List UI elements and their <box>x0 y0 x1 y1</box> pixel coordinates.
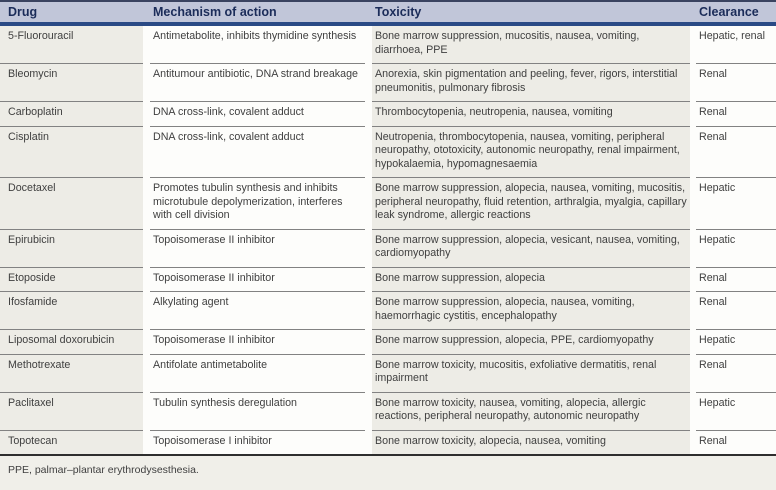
mechanism-text: Antitumour antibiotic, DNA strand breakage <box>153 68 358 80</box>
cell-mechanism <box>150 177 365 229</box>
drug-name: 5-Fluorouracil <box>8 30 74 42</box>
col-header-toxicity: Toxicity <box>375 5 422 19</box>
cell-clearance <box>696 126 776 178</box>
cell-mechanism <box>150 126 365 178</box>
mechanism-text: Alkylating agent <box>153 296 229 308</box>
table-row <box>0 26 776 63</box>
column-gutter <box>365 392 372 430</box>
cell-drug <box>0 101 143 126</box>
cell-drug <box>0 354 143 392</box>
column-gutter <box>143 229 150 267</box>
toxicity-text: Bone marrow suppression, mucositis, nausea, vomiting, diarrhoea, PPE <box>375 30 640 56</box>
mechanism-text: Topoisomerase II inhibitor <box>153 271 275 284</box>
clearance-text: Renal <box>699 68 727 80</box>
column-gutter <box>365 354 372 392</box>
table-row <box>0 430 776 455</box>
col-header-mechanism: Mechanism of action <box>153 5 277 19</box>
column-gutter <box>365 126 372 178</box>
cell-toxicity <box>372 26 690 63</box>
clearance-text: Hepatic <box>699 334 736 346</box>
clearance-text: Renal <box>699 106 727 118</box>
table-body <box>0 26 776 454</box>
toxicity-text: Bone marrow toxicity, alopecia, nausea, vomiting <box>375 434 606 447</box>
mechanism-text: Topoisomerase II inhibitor <box>153 334 275 346</box>
column-gutter <box>365 63 372 101</box>
cell-mechanism <box>150 329 365 354</box>
cell-mechanism <box>150 291 365 329</box>
drug-name: Docetaxel <box>8 182 56 194</box>
clearance-text: Renal <box>699 434 727 447</box>
cell-drug <box>0 430 143 455</box>
drug-name: Cisplatin <box>8 130 49 143</box>
mechanism-text: Topoisomerase I inhibitor <box>153 434 272 447</box>
cell-drug <box>0 126 143 178</box>
column-gutter <box>365 26 372 63</box>
cell-drug <box>0 329 143 354</box>
cell-clearance <box>696 267 776 292</box>
toxicity-text: Neutropenia, thrombocytopenia, nausea, vomiting, peripheral neuropathy, ototoxicity, autonomic neuropathy, renal impairment, hypokalaemia, hypomagnesaemia <box>375 130 680 170</box>
cell-toxicity <box>372 229 690 267</box>
column-gutter <box>143 329 150 354</box>
cell-mechanism <box>150 63 365 101</box>
footnote: PPE, palmar–plantar erythrodysesthesia. <box>8 464 199 476</box>
toxicity-text: Bone marrow suppression, alopecia, PPE, cardiomyopathy <box>375 334 654 346</box>
cell-clearance <box>696 101 776 126</box>
column-gutter <box>143 177 150 229</box>
column-gutter <box>143 430 150 455</box>
toxicity-text: Bone marrow toxicity, nausea, vomiting, alopecia, allergic reactions, peripheral neuropathy, autonomic neuropathy <box>375 396 646 422</box>
cell-clearance <box>696 229 776 267</box>
column-gutter <box>365 329 372 354</box>
cell-toxicity <box>372 291 690 329</box>
clearance-text: Renal <box>699 296 727 308</box>
mechanism-text: Promotes tubulin synthesis and inhibits microtubule depolymerization, interferes with cell division <box>153 182 343 221</box>
cell-toxicity <box>372 126 690 178</box>
table-row <box>0 229 776 267</box>
clearance-text: Renal <box>699 358 727 371</box>
cell-drug <box>0 177 143 229</box>
drug-name: Bleomycin <box>8 68 58 80</box>
cell-clearance <box>696 291 776 329</box>
column-gutter <box>143 126 150 178</box>
clearance-text: Hepatic, renal <box>699 30 765 42</box>
toxicity-text: Bone marrow suppression, alopecia <box>375 271 545 284</box>
drug-name: Liposomal doxorubicin <box>8 334 115 346</box>
column-gutter <box>143 267 150 292</box>
table-row <box>0 267 776 292</box>
toxicity-text: Bone marrow toxicity, mucositis, exfoliative dermatitis, renal impairment <box>375 358 657 384</box>
cell-toxicity <box>372 101 690 126</box>
drug-name: Topotecan <box>8 434 58 447</box>
cell-toxicity <box>372 392 690 430</box>
column-gutter <box>365 267 372 292</box>
mechanism-text: Topoisomerase II inhibitor <box>153 233 275 246</box>
drug-name: Etoposide <box>8 271 56 284</box>
cell-toxicity <box>372 329 690 354</box>
mechanism-text: Tubulin synthesis deregulation <box>153 396 297 409</box>
mechanism-text: Antifolate antimetabolite <box>153 358 268 371</box>
clearance-text: Renal <box>699 130 727 143</box>
column-gutter <box>143 354 150 392</box>
toxicity-text: Bone marrow suppression, alopecia, nausea, vomiting, haemorrhagic cystitis, encephalopathy <box>375 296 635 322</box>
column-gutter <box>365 291 372 329</box>
mechanism-text: DNA cross-link, covalent adduct <box>153 106 304 118</box>
column-gutter <box>143 291 150 329</box>
mechanism-text: Antimetabolite, inhibits thymidine synthesis <box>153 30 357 42</box>
cell-toxicity <box>372 354 690 392</box>
cell-clearance <box>696 354 776 392</box>
table-header <box>0 2 776 22</box>
cell-drug <box>0 267 143 292</box>
column-gutter <box>143 63 150 101</box>
toxicity-text: Bone marrow suppression, alopecia, nausea, vomiting, mucositis, peripheral neuropathy, fluid retention, arthralgia, myalgia, capillary leak syndrome, allergic reactions <box>375 182 687 221</box>
cell-clearance <box>696 430 776 455</box>
cell-toxicity <box>372 430 690 455</box>
drug-name: Methotrexate <box>8 358 71 371</box>
table-row <box>0 354 776 392</box>
drug-name: Ifosfamide <box>8 296 58 308</box>
cell-mechanism <box>150 26 365 63</box>
cell-drug <box>0 63 143 101</box>
clearance-text: Hepatic <box>699 396 736 409</box>
mechanism-text: DNA cross-link, covalent adduct <box>153 130 304 143</box>
drug-name: Paclitaxel <box>8 396 54 409</box>
table-row <box>0 63 776 101</box>
cell-mechanism <box>150 354 365 392</box>
table-row <box>0 101 776 126</box>
cell-mechanism <box>150 430 365 455</box>
table-row <box>0 329 776 354</box>
column-gutter <box>365 430 372 455</box>
cell-toxicity <box>372 267 690 292</box>
cell-drug <box>0 229 143 267</box>
cell-toxicity <box>372 63 690 101</box>
cell-clearance <box>696 392 776 430</box>
column-gutter <box>365 229 372 267</box>
clearance-text: Renal <box>699 271 727 284</box>
cell-clearance <box>696 177 776 229</box>
column-gutter <box>143 101 150 126</box>
cell-clearance <box>696 329 776 354</box>
clearance-text: Hepatic <box>699 182 736 194</box>
cell-drug <box>0 26 143 63</box>
cell-mechanism <box>150 267 365 292</box>
cell-drug <box>0 291 143 329</box>
column-gutter <box>365 101 372 126</box>
toxicity-text: Bone marrow suppression, alopecia, vesicant, nausea, vomiting, cardiomyopathy <box>375 233 680 259</box>
col-header-clearance: Clearance <box>699 5 759 19</box>
cell-mechanism <box>150 392 365 430</box>
table-row <box>0 126 776 178</box>
cell-drug <box>0 392 143 430</box>
col-header-drug: Drug <box>8 5 38 19</box>
column-gutter <box>143 392 150 430</box>
drug-name: Carboplatin <box>8 106 63 118</box>
drug-name: Epirubicin <box>8 233 55 246</box>
toxicity-text: Thrombocytopenia, neutropenia, nausea, vomiting <box>375 106 613 118</box>
cell-mechanism <box>150 229 365 267</box>
column-gutter <box>143 26 150 63</box>
table-row <box>0 291 776 329</box>
cell-clearance <box>696 63 776 101</box>
clearance-text: Hepatic <box>699 233 736 246</box>
cell-clearance <box>696 26 776 63</box>
toxicity-text: Anorexia, skin pigmentation and peeling, fever, rigors, interstitial pneumonitis, pulmonary fibrosis <box>375 68 678 94</box>
column-gutter <box>365 177 372 229</box>
cell-toxicity <box>372 177 690 229</box>
table-row <box>0 392 776 430</box>
table-row <box>0 177 776 229</box>
cell-mechanism <box>150 101 365 126</box>
